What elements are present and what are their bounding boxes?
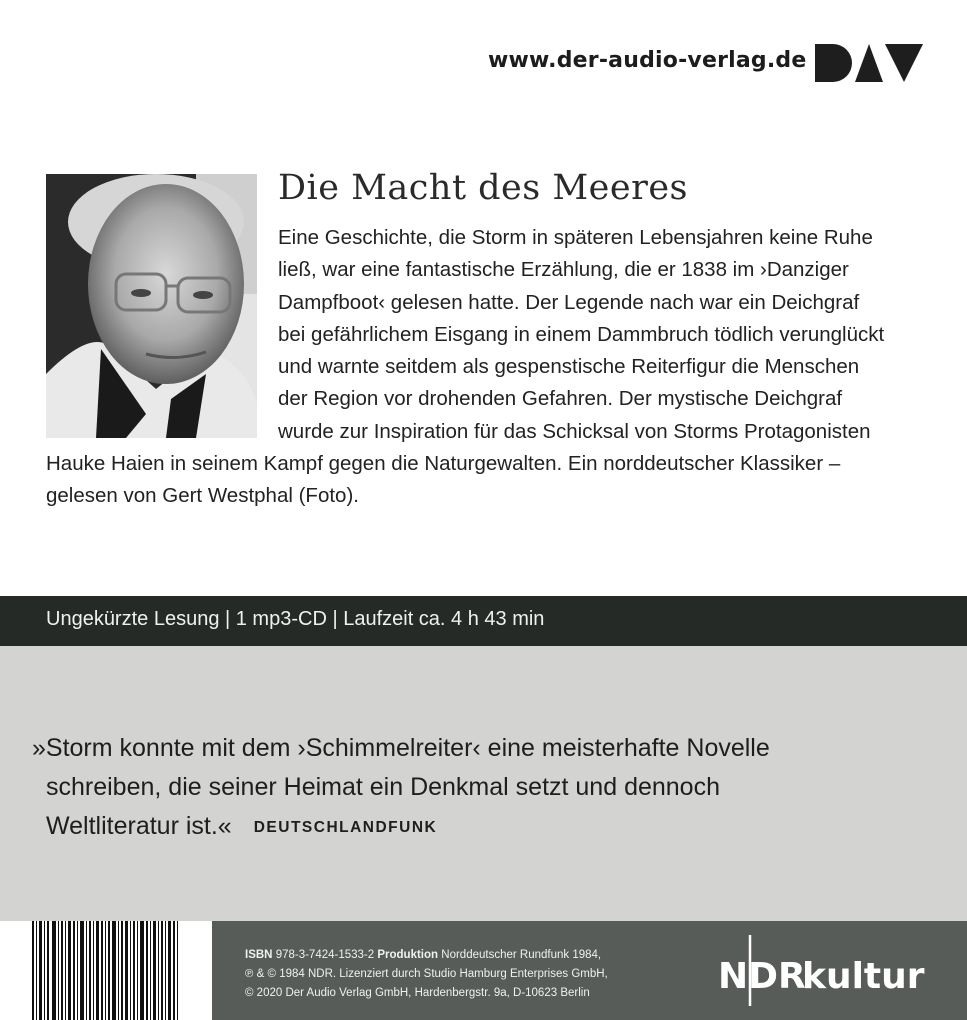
description-line: Eine Geschichte, die Storm in späteren Lebensjahren keine Ruhe: [278, 226, 873, 249]
ndr-logo-part2: kultur: [802, 956, 925, 997]
quote-line-last: [32, 807, 932, 847]
description-line: gelesen von Gert Westphal (Foto).: [46, 484, 359, 508]
book-description: [46, 222, 936, 513]
isbn-value: 978-3-7424-1533-2: [275, 949, 375, 961]
barcode: [30, 921, 180, 1020]
description-line: ließ, war eine fantastische Erzählung, die er 1838 im ›Danziger: [278, 258, 849, 282]
production-label: Produktion: [377, 949, 439, 961]
product-info-text: Ungekürzte Lesung | 1 mp3-CD | Laufzeit ca. 4 h 43 min: [46, 608, 545, 630]
description-line: der Region vor drohenden Gefahren. Der mystische Deichgraf: [278, 387, 843, 411]
ndr-logo-part1: NDR: [718, 956, 806, 997]
legal-text: [245, 946, 608, 1003]
description-line: Dampfboot‹ gelesen hatte. Der Legende nach war ein Deichgraf: [278, 290, 860, 314]
dav-logo: [815, 44, 923, 82]
header: [0, 0, 967, 120]
production-value: Norddeutscher Rundfunk 1984,: [441, 949, 602, 961]
quote-line: »Storm konnte mit dem ›Schimmelreiter‹ eine meisterhafte Novelle: [32, 734, 770, 762]
legal-line: © 2020 Der Audio Verlag GmbH, Hardenbergstr. 9a, D-10623 Berlin: [245, 987, 590, 999]
review-quote-area: [0, 646, 967, 921]
description-line: und warnte seitdem als gespenstische Reiterfigur die Menschen: [278, 355, 860, 379]
description-line: bei gefährlichem Eisgang in einem Dammbruch tödlich verunglückt: [278, 322, 885, 346]
quote-line: schreiben, die seiner Heimat ein Denkmal setzt und dennoch: [46, 773, 720, 801]
ndr-kultur-logo: [712, 933, 932, 1008]
book-title: Die Macht des Meeres: [278, 168, 689, 208]
review-quote: [32, 729, 932, 847]
legal-line: ℗ & © 1984 NDR. Lizenziert durch Studio Hamburg Enterprises GmbH,: [245, 968, 608, 980]
description-line: wurde zur Inspiration für das Schicksal von Storms Protagonisten: [278, 419, 871, 443]
quote-source: DEUTSCHLANDFUNK: [253, 819, 438, 836]
publisher-url[interactable]: www.der-audio-verlag.de: [488, 48, 807, 73]
product-info-bar: [0, 596, 967, 646]
legal-line: [245, 946, 608, 965]
isbn-label: ISBN: [245, 949, 273, 961]
description-line: Hauke Haien in seinem Kampf gegen die Naturgewalten. Ein norddeutscher Klassiker –: [46, 452, 841, 476]
footer: [0, 921, 967, 1020]
legal-panel: [212, 921, 967, 1020]
quote-line-text: Weltliteratur ist.«: [46, 812, 232, 840]
